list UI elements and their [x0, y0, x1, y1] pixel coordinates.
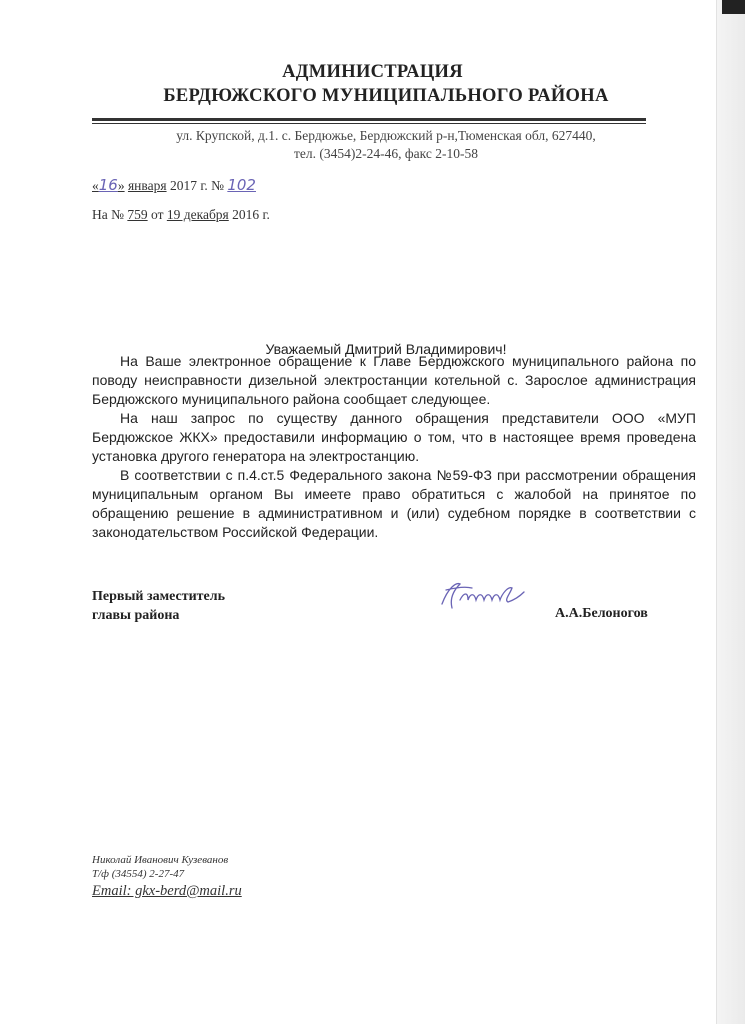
signatory-title-line1: Первый заместитель: [92, 589, 225, 604]
reference-line: [92, 207, 270, 223]
ref-date: 19 декабря: [166, 207, 229, 222]
body-paragraph-3: В соответствии с п.4.ст.5 Федерального закона №59-ФЗ при рассмотрении обращения муниципальным органом Вы имеете право обратиться с жалобой на принятое по обращению решение в административном и (или) судебном порядке в соответствии с законодательством Российской Федерации.: [92, 467, 696, 540]
executor-block: [92, 853, 242, 901]
ref-number: 759: [127, 207, 148, 222]
header-rule-thick: [92, 118, 646, 121]
signatory-name: А.А.Белоногов: [555, 606, 648, 621]
body-paragraph-1: На Ваше электронное обращение к Главе Бердюжского муниципального района по поводу неисправности дизельной электростанции котельной с. Зарослое администрация Бердюжского муниципального района сообщает следующее.: [92, 353, 696, 407]
executor-phone: Т/ф (34554) 2-27-47: [92, 868, 185, 880]
date-day-handwritten: 16: [98, 176, 118, 194]
date-month: января: [127, 178, 167, 193]
body-paragraph-2: На наш запрос по существу данного обращения представители ООО «МУП Бердюжское ЖКХ» предоставили информацию о том, что в настоящее время проведена установка другого генератора на электростанцию.: [92, 410, 696, 464]
org-phones: тел. (3454)2-24-46, факс 2-10-58: [294, 146, 478, 161]
org-address: ул. Крупской, д.1. с. Бердюжье, Бердюжский р-н,Тюменская обл, 627440,: [176, 128, 596, 143]
outgoing-date-number: [92, 176, 256, 194]
outgoing-number-handwritten: 102: [227, 176, 256, 194]
date-close-quote: »: [117, 178, 125, 193]
executor-name: Николай Иванович Кузеванов: [92, 854, 229, 866]
executor-email: Email: gkx-berd@mail.ru: [92, 883, 242, 899]
letter-body: [92, 352, 696, 542]
ref-prefix: На №: [92, 207, 124, 222]
date-open-quote: «: [92, 178, 99, 193]
signatory-title: [92, 587, 225, 625]
org-name-line1: АДМИНИСТРАЦИЯ: [282, 62, 463, 82]
ref-from: от: [151, 207, 164, 222]
handwritten-signature: [438, 578, 528, 614]
date-year-label: 2017 г. №: [169, 178, 224, 193]
greeting: Уважаемый Дмитрий Владимирович!: [265, 341, 507, 357]
ref-year: 2016 г.: [232, 207, 270, 222]
header-rule-thin: [92, 123, 646, 124]
scan-corner-mark: [722, 0, 745, 14]
org-name-line2: БЕРДЮЖСКОГО МУНИЦИПАЛЬНОГО РАЙОНА: [163, 86, 609, 106]
signatory-title-line2: главы района: [92, 608, 180, 623]
